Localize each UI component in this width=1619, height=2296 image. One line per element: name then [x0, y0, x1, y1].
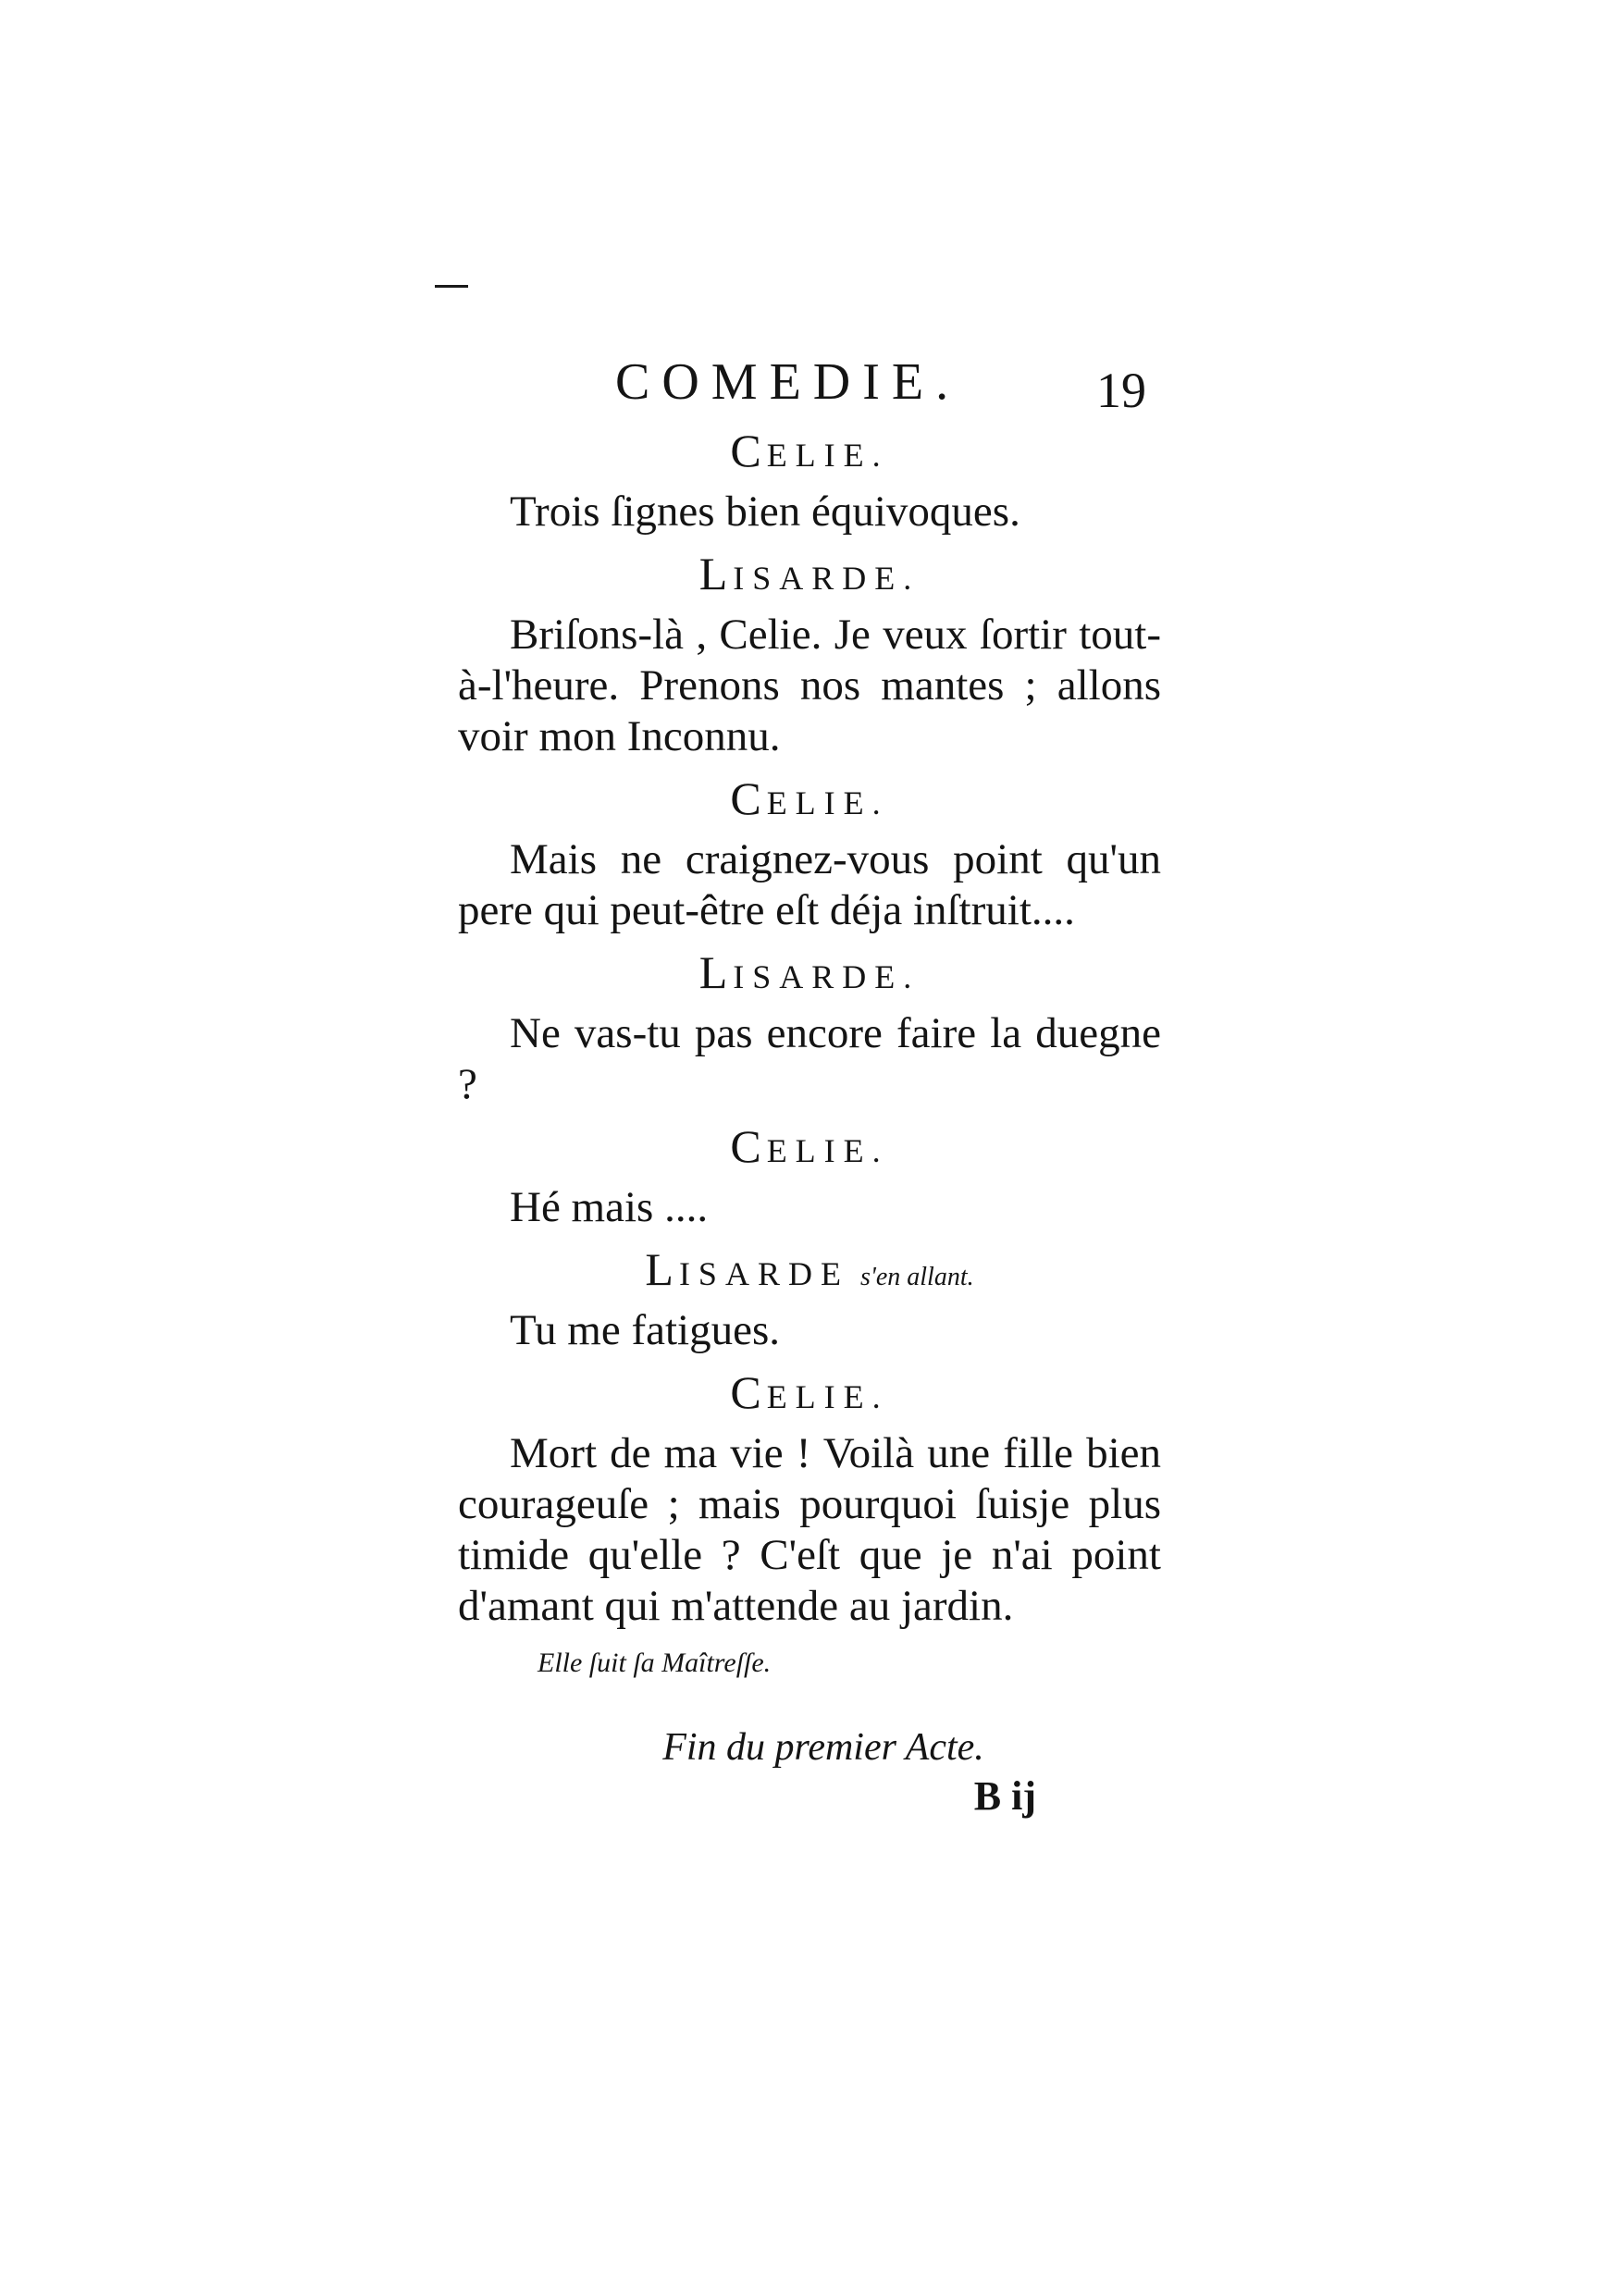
- stage-direction: Elle ſuit ſa Maîtreſſe.: [538, 1648, 772, 1678]
- speech-text: Hé mais ....: [510, 1183, 709, 1231]
- speaker-name: CELIE.: [730, 425, 889, 476]
- speaker-name: CELIE.: [730, 1120, 889, 1172]
- dialogue-block: [458, 416, 1161, 1817]
- end-of-act: Fin du premier Acte.: [662, 1726, 984, 1769]
- speech-text: Briſons-là , Celie. Je veux ſortir tout-à-l'heure. Prenons nos mantes ; allons voir mon Inconnu.: [458, 611, 1161, 760]
- page-number: 19: [1096, 363, 1146, 418]
- speaker-name: LISARDE.: [698, 946, 921, 998]
- speech-text: Trois ſignes bien équivoques.: [510, 488, 1020, 536]
- speech-text: Mort de ma vie ! Voilà une fille bien courageuſe ; mais pourquoi ſuisje plus timide qu'elle ? C'eſt que je n'ai point d'amant qui m'attende au jardin.: [458, 1429, 1161, 1630]
- signature-mark: B ij: [973, 1773, 1036, 1819]
- speaker-name: CELIE.: [730, 1366, 889, 1418]
- speaker-name: LISARDE s'en allant.: [645, 1243, 974, 1295]
- speaker-direction: s'en allant.: [859, 1263, 974, 1291]
- speaker-name: LISARDE.: [698, 548, 921, 599]
- speech-text: Tu me fatigues.: [510, 1306, 781, 1354]
- running-head-title: COMEDIE.: [615, 353, 961, 411]
- speech-text: Mais ne craignez-vous point qu'un pere qui peut-être eſt déja inſtruit....: [458, 835, 1161, 934]
- margin-mark: [435, 285, 468, 288]
- speaker-name: CELIE.: [730, 772, 889, 824]
- speech-text: Ne vas-tu pas encore faire la duegne ?: [458, 1009, 1161, 1108]
